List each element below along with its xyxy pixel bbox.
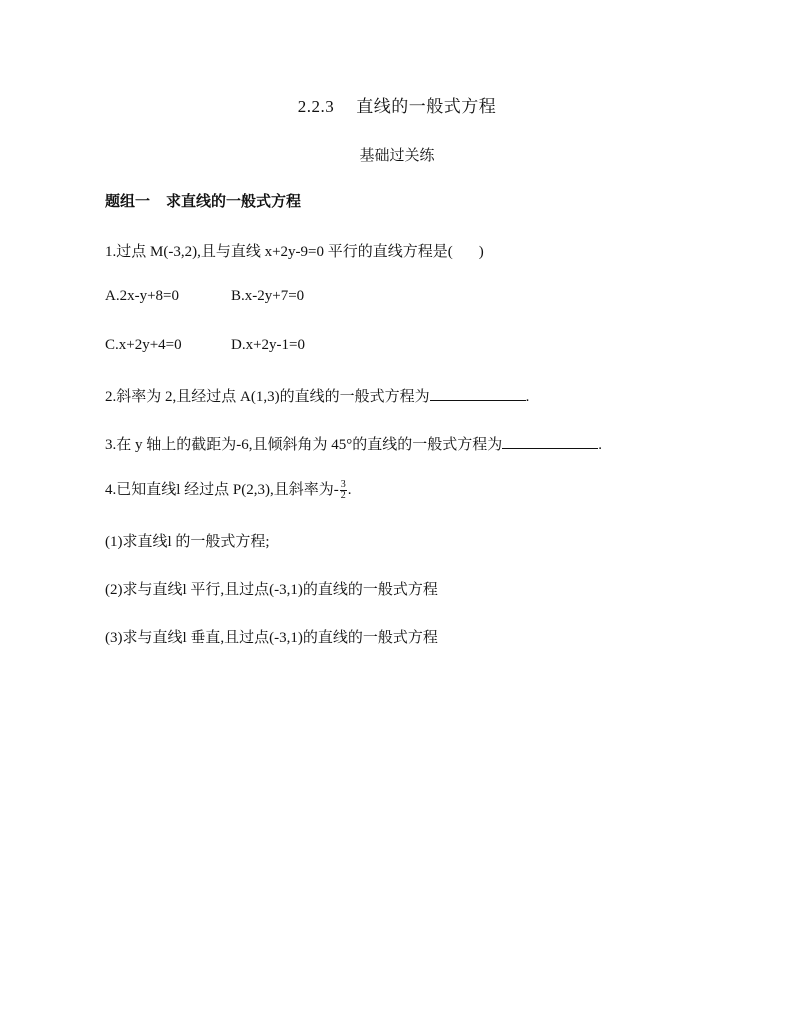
question-4-part-1: (1)求直线l 的一般式方程; (105, 534, 270, 550)
fraction-numerator: 3 (340, 479, 346, 491)
question-2-period: . (525, 389, 530, 405)
question-2 (105, 385, 529, 406)
group-heading (105, 190, 301, 211)
fraction-denominator: 2 (340, 490, 346, 502)
option-d: D.x+2y-1=0 (231, 337, 305, 353)
section-title-text: 直线的一般式方程 (356, 97, 497, 116)
section-title (0, 92, 794, 117)
section-subtitle: 基础过关练 (359, 146, 435, 164)
question-1 (105, 240, 484, 261)
group-title: 求直线的一般式方程 (166, 192, 302, 210)
question-1-close-paren: ) (478, 244, 484, 260)
question-4-text: 4.已知直线l 经过点 P(2,3),且斜率为- (105, 482, 339, 498)
question-2-text: 2.斜率为 2,且经过点 A(1,3)的直线的一般式方程为 (105, 389, 430, 405)
option-b: B.x-2y+7=0 (231, 288, 305, 304)
question-3-text: 3.在 y 轴上的截距为-6,且倾斜角为 45°的直线的一般式方程为 (105, 437, 503, 453)
question-4 (105, 478, 352, 501)
question-1-options-row-1 (105, 288, 304, 305)
answer-blank (502, 434, 598, 449)
question-1-options-row-2 (105, 337, 305, 354)
slope-fraction (340, 480, 347, 501)
question-4-part-3: (3)求与直线l 垂直,且过点(-3,1)的直线的一般式方程 (105, 630, 438, 646)
question-3 (105, 433, 602, 454)
question-1-text: 1.过点 M(-3,2),且与直线 x+2y-9=0 平行的直线方程是( (105, 244, 453, 260)
question-3-period: . (598, 437, 602, 453)
option-c: C.x+2y+4=0 (105, 337, 182, 353)
section-number: 2.2.3 (297, 97, 335, 116)
question-4-period: . (347, 482, 352, 498)
answer-blank (430, 386, 526, 401)
group-label: 题组一 (105, 192, 151, 210)
option-a: A.2x-y+8=0 (105, 288, 179, 304)
question-4-part-2: (2)求与直线l 平行,且过点(-3,1)的直线的一般式方程 (105, 582, 438, 598)
